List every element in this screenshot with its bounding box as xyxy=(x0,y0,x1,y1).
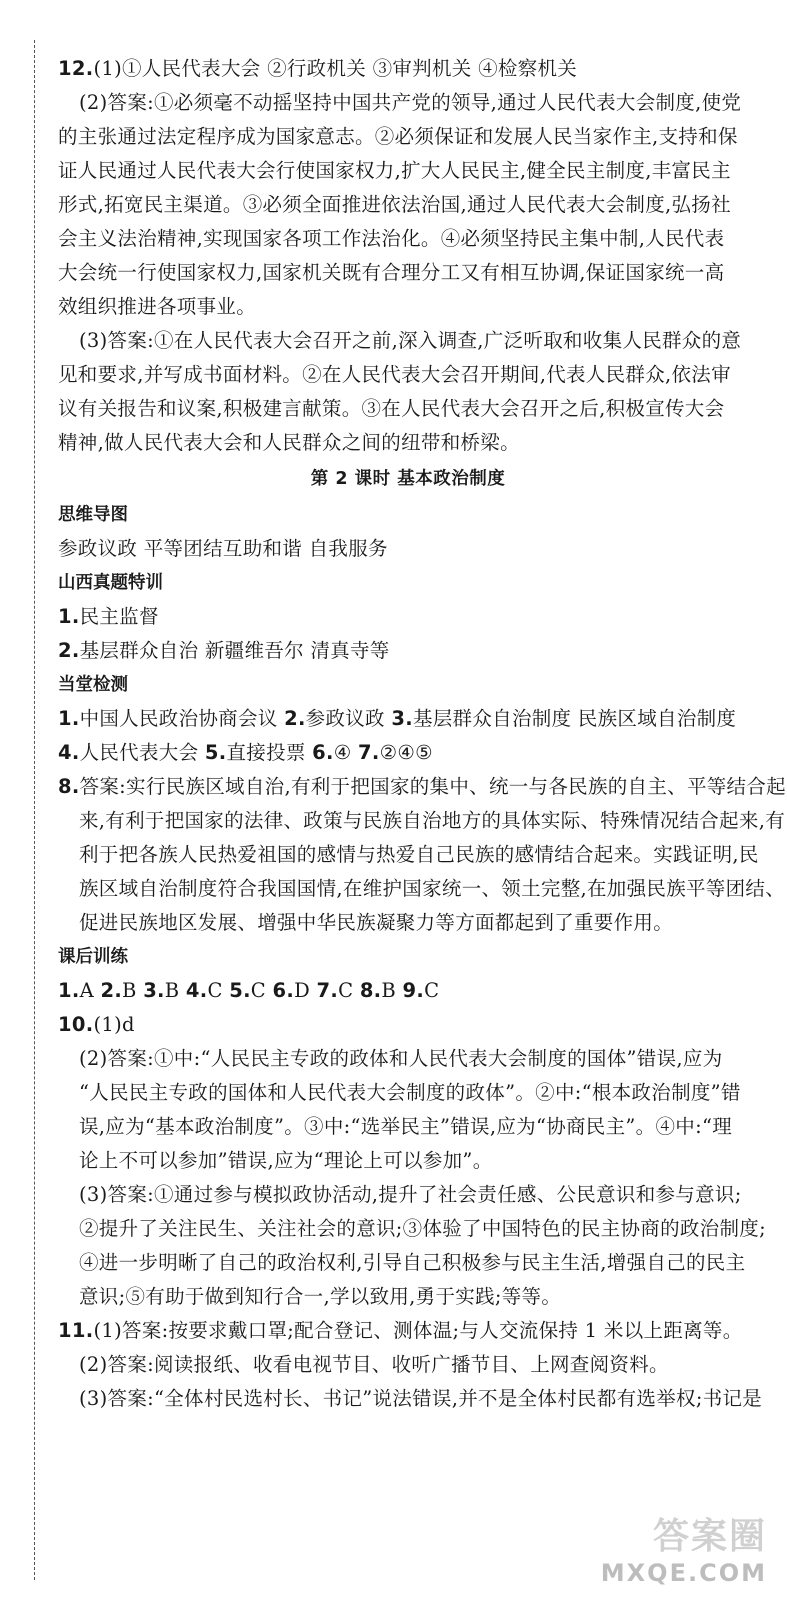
q12-part3-line: (3)答案:①在人民代表大会召开之前,深入调查,广泛听取和收集人民群众的意 xyxy=(79,329,742,352)
q12-part2-line: 形式,拓宽民主渠道。③必须全面推进依法治国,通过人民代表大会制度,弘扬社 xyxy=(58,193,731,216)
classroom-q8-line: 利于把各族人民热爱祖国的感情与热爱自己民族的感情结合起来。实践证明,民 xyxy=(79,843,759,866)
after-class-mc-answers: 1.A 2.B 3.B 4.C 5.C 6.D 7.C 8.B 9.C xyxy=(58,979,440,1002)
q10-part2-line: (2)答案:①中:“人民民主专政的政体和人民代表大会制度的国体”错误,应为 xyxy=(79,1047,723,1070)
section-heading-shanxi: 山西真题特训 xyxy=(58,573,163,593)
q12-number: 12. xyxy=(58,57,94,80)
q12-part1 xyxy=(58,52,758,86)
q10-part3-line: 意识;⑤有助于做到知行合一,学以致用,勇于实践;等等。 xyxy=(79,1285,562,1308)
section-heading-after-class: 课后训练 xyxy=(58,947,128,967)
q10-part2-line: 论上不可以参加”错误,应为“理论上可以参加”。 xyxy=(79,1149,493,1172)
q12-part2-line: 会主义法治精神,实现国家各项工作法治化。④必须坚持民主集中制,人民代表 xyxy=(58,227,725,250)
q10-part2-line: 误,应为“基本政治制度”。③中:“选举民主”错误,应为“协商民主”。④中:“理 xyxy=(79,1115,733,1138)
lesson-title: 第 2 课时 基本政治制度 xyxy=(310,469,506,489)
classroom-q8-line: 促进民族地区发展、增强中华民族凝聚力等方面都起到了重要作用。 xyxy=(79,911,674,934)
q12-part1-text: (1)①人民代表大会 ②行政机关 ③审判机关 ④检察机关 xyxy=(93,57,578,80)
q10-part3-line: ②提升了关注民生、关注社会的意识;③体验了中国特色的民主协商的政治制度; xyxy=(79,1217,766,1240)
classroom-row-2: 4.人民代表大会 5.直接投票 6.④ 7.②④⑤ xyxy=(58,741,433,764)
q12-part3-line: 议有关报告和议案,积极建言献策。③在人民代表大会召开之后,积极宣传大会 xyxy=(58,397,725,420)
watermark-url: MXQE.COM xyxy=(600,1559,767,1587)
q10-part3-line: ④进一步明晰了自己的政治权利,引导自己积极参与民主生活,增强自己的民主 xyxy=(79,1251,746,1274)
binding-margin-line xyxy=(34,40,35,1580)
mindmap-answers: 参政议政 平等团结互助和谐 自我服务 xyxy=(58,537,388,560)
watermark-logo: 答案圈 xyxy=(652,1516,767,1557)
classroom-q8-line: 来,有利于把国家的法律、政策与民族自治地方的具体实际、特殊情况结合起来,有 xyxy=(79,809,785,832)
q10-part3-line: (3)答案:①通过参与模拟政协活动,提升了社会责任感、公民意识和参与意识; xyxy=(79,1183,742,1206)
q12-part2-line: 的主张通过法定程序成为国家意志。②必须保证和发展人民当家作主,支持和保 xyxy=(58,125,738,148)
q11-part2: (2)答案:阅读报纸、收看电视节目、收听广播节目、上网查阅资料。 xyxy=(79,1353,669,1376)
site-watermark xyxy=(567,1508,767,1588)
q11-part1: 11.(1)答案:按要求戴口罩;配合登记、测体温;与人交流保持 1 米以上距离等。 xyxy=(58,1319,743,1342)
classroom-q8-line: 族区域自治制度符合我国国情,在维护国家统一、领土完整,在加强民族平等团结、 xyxy=(79,877,785,900)
answer-page xyxy=(58,52,786,1416)
q12-part2-line: 大会统一行使国家权力,国家机关既有合理分工又有相互协调,保证国家统一高 xyxy=(58,261,725,284)
q12-part3-line: 精神,做人民代表大会和人民群众之间的纽带和桥梁。 xyxy=(58,431,520,454)
shanxi-item: 2.基层群众自治 新疆维吾尔 清真寺等 xyxy=(58,639,390,662)
q11-part3: (3)答案:“全体村民选村长、书记”说法错误,并不是全体村民都有选举权;书记是 xyxy=(79,1387,763,1410)
shanxi-item: 1.民主监督 xyxy=(58,605,159,628)
q10-part2-line: “人民民主专政的国体和人民代表大会制度的政体”。②中:“根本政治制度”错 xyxy=(79,1081,741,1104)
q10-part1: 10.(1)d xyxy=(58,1013,135,1036)
q12-part2-line: (2)答案:①必须毫不动摇坚持中国共产党的领导,通过人民代表大会制度,使党 xyxy=(79,91,742,114)
section-heading-mindmap: 思维导图 xyxy=(58,505,128,525)
classroom-q8-line: 8.答案:实行民族区域自治,有利于把国家的集中、统一与各民族的自主、平等结合起 xyxy=(58,775,786,798)
q12-part3-line: 见和要求,并写成书面材料。②在人民代表大会召开期间,代表人民群众,依法审 xyxy=(58,363,731,386)
classroom-row-1: 1.中国人民政治协商会议 2.参政议政 3.基层群众自治制度 民族区域自治制度 xyxy=(58,707,737,730)
q12-part2-line: 证人民通过人民代表大会行使国家权力,扩大人民民主,健全民主制度,丰富民主 xyxy=(58,159,731,182)
section-heading-classroom: 当堂检测 xyxy=(58,675,128,695)
q12-part2-line: 效组织推进各项事业。 xyxy=(58,295,257,318)
